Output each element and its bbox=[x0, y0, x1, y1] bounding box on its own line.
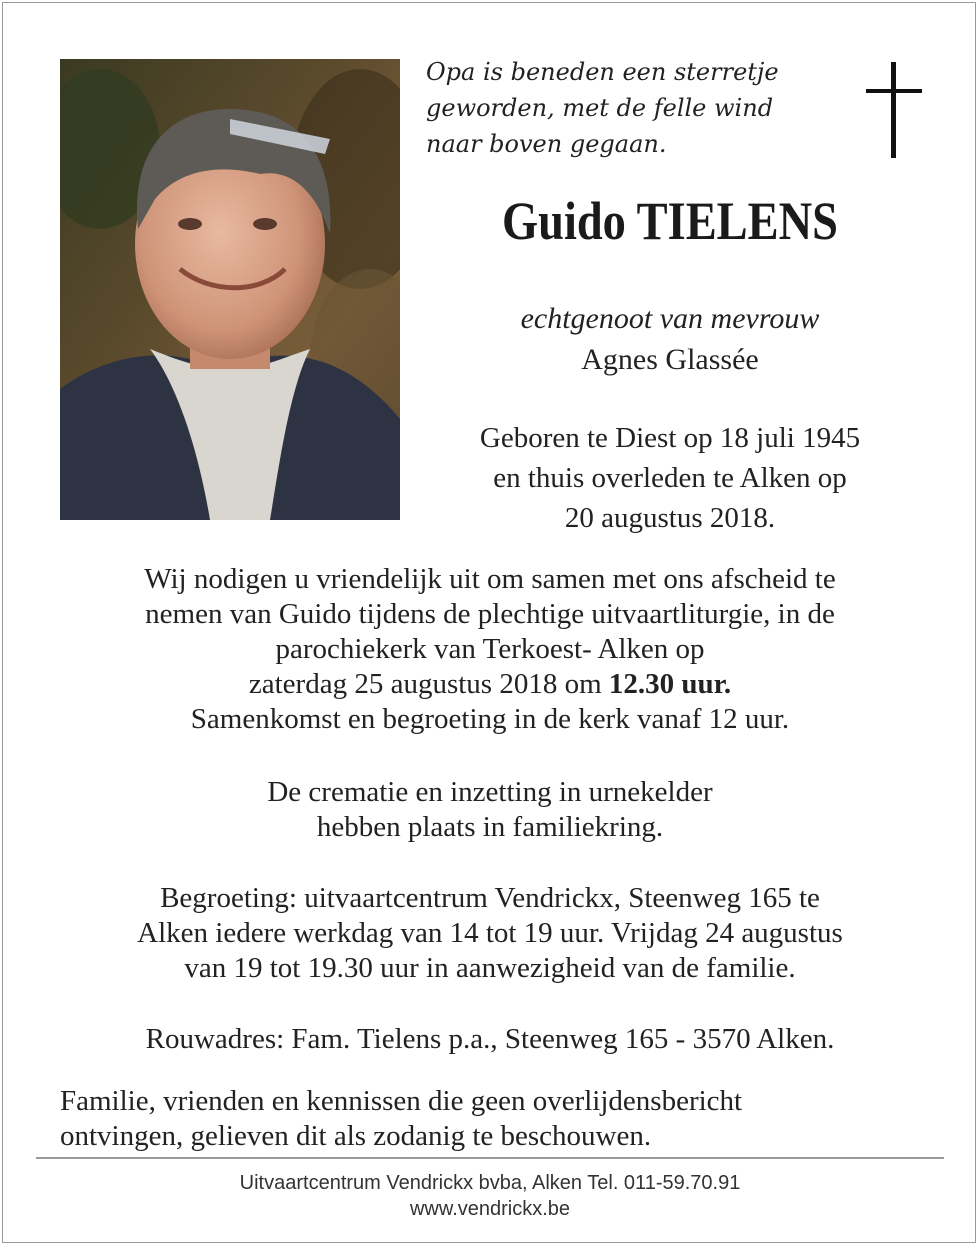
visitation-notice bbox=[30, 881, 950, 986]
footer bbox=[40, 1170, 940, 1222]
portrait-photo bbox=[60, 59, 400, 520]
funeral-invitation bbox=[30, 562, 950, 737]
dates-line: 20 augustus 2018. bbox=[564, 502, 776, 534]
visitation-line: Alken iedere werkdag van 14 tot 19 uur. Vrijdag 24 augustus bbox=[137, 917, 843, 949]
visitation-line: Begroeting: uitvaartcentrum Vendrickx, Steenweg 165 te bbox=[160, 882, 820, 914]
spouse-name: Agnes Glassée bbox=[581, 343, 759, 376]
poem-line: geworden, met de felle wind bbox=[426, 94, 774, 122]
deceased-name: Guido TIELENS bbox=[501, 191, 839, 251]
footer-website[interactable]: www.vendrickx.be bbox=[409, 1198, 571, 1220]
invitation-line: parochiekerk van Terkoest- Alken op bbox=[275, 633, 705, 665]
mourning-address-line: Rouwadres: Fam. Tielens p.a., Steenweg 165 - 3570 Alken. bbox=[145, 1023, 835, 1055]
closing-note bbox=[60, 1084, 940, 1154]
invitation-line: Wij nodigen u vriendelijk uit om samen met ons afscheid te bbox=[144, 563, 836, 595]
cross-icon bbox=[866, 62, 922, 158]
invitation-line: nemen van Guido tijdens de plechtige uitvaartliturgie, in de bbox=[145, 598, 835, 630]
poem-line: naar boven gegaan. bbox=[426, 130, 667, 158]
visitation-line: van 19 tot 19.30 uur in aanwezigheid van de familie. bbox=[184, 952, 796, 984]
mourning-address bbox=[30, 1022, 950, 1057]
invitation-line bbox=[30, 667, 950, 702]
service-date: zaterdag 25 augustus 2018 om bbox=[248, 668, 609, 700]
closing-line: Familie, vrienden en kennissen die geen overlijdensbericht bbox=[60, 1085, 743, 1117]
footer-company: Uitvaartcentrum Vendrickx bvba, Alken Tel. 011-59.70.91 bbox=[239, 1172, 741, 1194]
cremation-notice bbox=[30, 775, 950, 845]
footer-divider bbox=[36, 1157, 944, 1159]
dates-line: en thuis overleden te Alken op bbox=[493, 462, 847, 494]
cremation-line: hebben plaats in familiekring. bbox=[316, 811, 664, 843]
poem bbox=[426, 54, 826, 162]
closing-line: ontvingen, gelieven dit als zodanig te beschouwen. bbox=[60, 1120, 652, 1152]
spouse-prefix: echtgenoot van mevrouw bbox=[520, 302, 820, 335]
dates-line: Geboren te Diest op 18 juli 1945 bbox=[479, 422, 861, 454]
cremation-line: De crematie en inzetting in urnekelder bbox=[267, 776, 713, 808]
poem-line: Opa is beneden een sterretje bbox=[426, 58, 779, 86]
service-time: 12.30 uur. bbox=[608, 668, 732, 700]
birth-death-dates bbox=[420, 418, 920, 538]
invitation-line: Samenkomst en begroeting in de kerk vanaf 12 uur. bbox=[190, 703, 790, 735]
